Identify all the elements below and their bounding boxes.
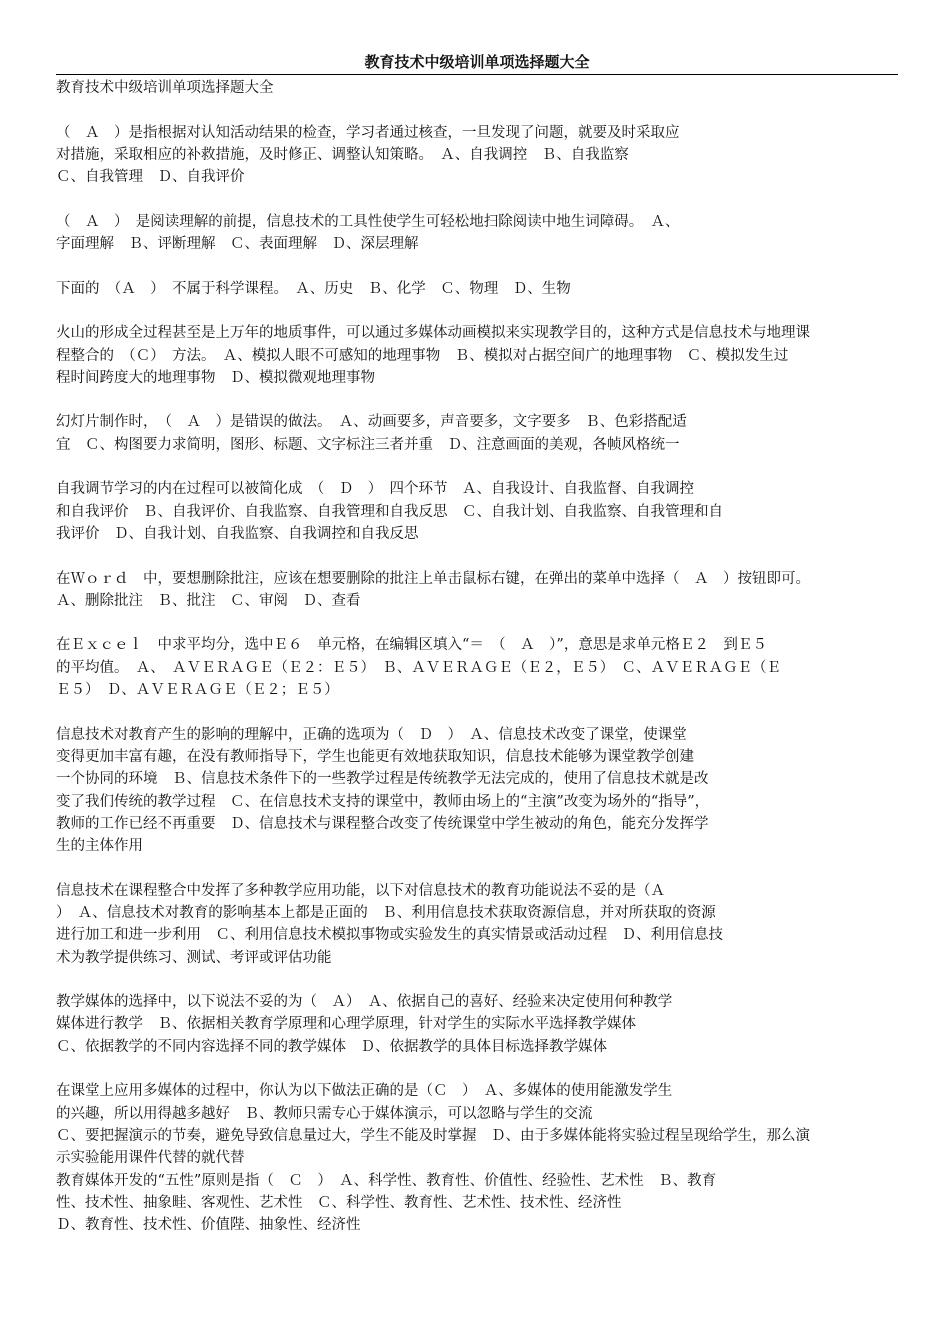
spacer — [56, 612, 926, 634]
document-title: 教育技术中级培训单项选择题大全 — [56, 80, 274, 96]
question-line: Ｃ、自我管理 Ｄ、自我评价 — [56, 169, 245, 186]
question-line: 的兴趣，所以用得越多越好 Ｂ、教师只需专心于媒体演示，可以忽略与学生的交流 — [56, 1105, 593, 1122]
spacer — [56, 99, 926, 121]
question-line: （ Ａ ） 是阅读理解的前提，信息技术的工具性使学生可轻松地扫除阅读中地生词障碍。 Ａ、 — [56, 213, 680, 230]
spacer — [56, 389, 926, 411]
document-body — [56, 77, 926, 1236]
question-line: 教育媒体开发的“五性”原则是指（ Ｃ ） Ａ、科学性、教育性、价值性、经验性、艺术性 Ｂ、教育 — [56, 1172, 717, 1189]
question-line: 进行加工和进一步利用 Ｃ、利用信息技术模拟事物或实验发生的真实情景或活动过程 Ｄ、利用信息技 — [56, 927, 723, 944]
spacer — [56, 545, 926, 567]
question-line: Ａ、删除批注 Ｂ、批注 Ｃ、审阅 Ｄ、查看 — [56, 592, 361, 609]
question-line: 火山的形成全过程甚至是上万年的地质事件，可以通过多媒体动画模拟来实现教学目的，这种方式是信息技术与地理课 — [56, 325, 810, 342]
question-line: 自我调节学习的内在过程可以被简化成 （ Ｄ ） 四个环节 Ａ、自我设计、自我监督、自我调控 — [56, 481, 694, 498]
page-header: 教育技术中级培训单项选择题大全 — [364, 53, 590, 71]
spacer — [56, 255, 926, 277]
question-line: 信息技术在课程整合中发挥了多种教学应用功能，以下对信息技术的教育功能说法不妥的是（Ａ — [56, 882, 665, 899]
question-line: 宜 Ｃ、构图要力求简明，图形、标题、文字标注三者并重 Ｄ、注意画面的美观，各帧风格统一 — [56, 436, 680, 453]
question-line: （ Ａ ）是指根据对认知活动结果的检查，学习者通过核查，一旦发现了问题，就要及时采取应 — [56, 124, 680, 141]
question-item — [56, 634, 926, 701]
question-item — [56, 724, 926, 858]
spacer — [56, 857, 926, 879]
question-line: 教学媒体的选择中，以下说法不妥的为（ Ａ） Ａ、依据自己的喜好、经验来决定使用何种教学 — [56, 994, 673, 1011]
question-item — [56, 991, 926, 1058]
question-line: 在课堂上应用多媒体的过程中，你认为以下做法正确的是（Ｃ ） Ａ、多媒体的使用能激发学生 — [56, 1083, 673, 1100]
question-line: 在Ｗｏｒｄ 中，要想删除批注，应该在想要删除的批注上单击鼠标右键，在弹出的菜单中选择（ Ａ ）按钮即可。 — [56, 570, 810, 587]
question-line: Ｅ５） Ｄ、ＡＶＥＲＡＧＥ（Ｅ２；Ｅ５） — [56, 682, 339, 699]
question-line: 变得更加丰富有趣，在没有教师指导下，学生也能更有效地获取知识，信息技术能够为课堂教学创建 — [56, 748, 694, 765]
question-item — [56, 1080, 926, 1236]
question-item — [56, 211, 926, 256]
question-line: 生的主体作用 — [56, 838, 143, 855]
question-line: Ｃ、要把握演示的节奏，避免导致信息量过大，学生不能及时掌握 Ｄ、由于多媒体能将实验过程呈现给学生，那么演 — [56, 1127, 810, 1144]
question-line: 下面的 （Ａ ） 不属于科学课程。 Ａ、历史 Ｂ、化学 Ｃ、物理 Ｄ、生物 — [56, 280, 571, 297]
question-line: 对措施，采取相应的补救措施，及时修正、调整认知策略。 Ａ、自我调控 Ｂ、自我监察 — [56, 146, 629, 163]
question-line: ） Ａ、信息技术对教育的影响基本上都是正面的 Ｂ、利用信息技术获取资源信息，并对所获取的资源 — [56, 904, 716, 921]
question-line: 我评价 Ｄ、自我计划、自我监察、自我调控和自我反思 — [56, 525, 419, 542]
question-line: Ｄ、教育性、技术性、价值陛、抽象性、经济性 — [56, 1217, 361, 1234]
question-item — [56, 568, 926, 613]
spacer — [56, 456, 926, 478]
question-line: 程整合的 （Ｃ） 方法。 Ａ、模拟人眼不可感知的地理事物 Ｂ、模拟对占据空间广的地理事物 Ｃ、模拟发生过 — [56, 347, 789, 364]
question-line: 和自我评价 Ｂ、自我评价、自我监察、自我管理和自我反思 Ｃ、自我计划、自我监察、自我管理和自 — [56, 503, 723, 520]
question-line: 幻灯片制作时， （ Ａ ）是错误的做法。 Ａ、动画要多，声音要多，文字要多 Ｂ、色彩搭配适 — [56, 414, 687, 431]
question-item — [56, 478, 926, 545]
question-item — [56, 880, 926, 969]
spacer — [56, 300, 926, 322]
question-list — [56, 122, 926, 1237]
question-line: Ｃ、依据教学的不同内容选择不同的教学媒体 Ｄ、依据教学的具体目标选择教学媒体 — [56, 1038, 607, 1055]
question-line: 信息技术对教育产生的影响的理解中，正确的选项为（ Ｄ ） Ａ、信息技术改变了课堂，使课堂 — [56, 726, 687, 743]
question-item — [56, 122, 926, 189]
spacer — [56, 1058, 926, 1080]
question-line: 教师的工作已经不再重要 Ｄ、信息技术与课程整合改变了传统课堂中学生被动的角色，能充分发挥学 — [56, 815, 709, 832]
question-line: 在Ｅｘｃｅｌ 中求平均分，选中Ｅ６ 单元格，在编辑区填入“＝ （ Ａ ）”，意思是求单元格Ｅ２ 到Ｅ５ — [56, 637, 767, 654]
question-item — [56, 411, 926, 456]
question-line: 媒体进行教学 Ｂ、依据相关教育学原理和心理学原理，针对学生的实际水平选择教学媒体 — [56, 1016, 636, 1033]
question-line: 的平均值。 Ａ、 ＡＶＥＲＡＧＥ（Ｅ２：Ｅ５） Ｂ、ＡＶＥＲＡＧＥ（Ｅ２，Ｅ５） Ｃ、ＡＶＥＲＡＧＥ（Ｅ — [56, 659, 781, 676]
spacer — [56, 701, 926, 723]
question-line: 性、技术性、抽象畦、客观性、艺术性 Ｃ、科学性、教育性、艺术性、技术性、经济性 — [56, 1194, 622, 1211]
question-line: 变了我们传统的教学过程 Ｃ、在信息技术支持的课堂中，教师由场上的“主演”改变为场外的“指导”， — [56, 793, 710, 810]
spacer — [56, 969, 926, 991]
question-item — [56, 322, 926, 389]
header-rule — [56, 74, 898, 75]
spacer — [56, 188, 926, 210]
question-line: 术为教学提供练习、测试、考评或评估功能 — [56, 949, 332, 966]
question-line: 一个协同的环境 Ｂ、信息技术条件下的一些教学过程是传统教学无法完成的，使用了信息技术就是改 — [56, 771, 709, 788]
question-line: 程时间跨度大的地理事物 Ｄ、模拟微观地理事物 — [56, 369, 375, 386]
question-item — [56, 278, 926, 300]
question-line: 字面理解 Ｂ、评断理解 Ｃ、表面理解 Ｄ、深层理解 — [56, 236, 419, 253]
question-line: 示实验能用课件代替的就代替 — [56, 1150, 245, 1167]
